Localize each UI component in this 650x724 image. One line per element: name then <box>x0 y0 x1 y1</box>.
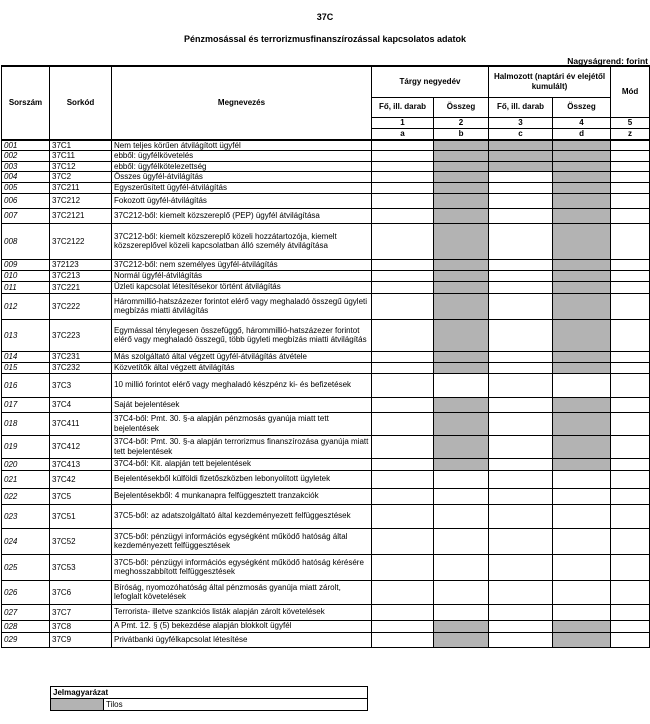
header-num-2: 2 <box>434 117 489 128</box>
header-fo-1: Fő, ill. darab <box>372 97 434 117</box>
cell-z <box>611 504 650 528</box>
row-name: Saját bejelentések <box>112 397 372 412</box>
cell-d-forbidden <box>553 458 611 470</box>
cell-c <box>489 293 553 319</box>
row-code: 37C11 <box>50 151 112 162</box>
cell-z <box>611 351 650 362</box>
cell-c <box>489 270 553 281</box>
cell-a <box>372 580 434 604</box>
cell-a <box>372 470 434 488</box>
cell-b-forbidden <box>434 620 489 632</box>
cell-z <box>611 362 650 373</box>
cell-a <box>372 193 434 208</box>
table-row <box>2 580 650 604</box>
cell-b-forbidden <box>434 193 489 208</box>
row-code: 37C232 <box>50 362 112 373</box>
cell-c <box>489 319 553 351</box>
row-name: 37C5-ből: pénzügyi információs egységként működő hatóság által kezdeményezett felfüggesztések <box>112 528 372 554</box>
row-code: 37C2121 <box>50 208 112 223</box>
cell-a <box>372 281 434 293</box>
row-name: Hárommillió-hatszázezer forintot elérő vagy meghaladó összegű ügyleti megbízás miatti átvilágítás <box>112 293 372 319</box>
legend-item-label: Tilos <box>104 699 368 711</box>
cell-d <box>553 528 611 554</box>
cell-z <box>611 172 650 183</box>
cell-c <box>489 362 553 373</box>
cell-b-forbidden <box>434 632 489 647</box>
cell-z <box>611 223 650 259</box>
cell-c <box>489 504 553 528</box>
row-name: Bíróság, nyomozóhatóság által pénzmosás gyanúja miatt zárolt, lefoglalt követelések <box>112 580 372 604</box>
cell-d <box>553 580 611 604</box>
header-num-3: 3 <box>489 117 553 128</box>
cell-d-forbidden <box>553 172 611 183</box>
row-name: Terrorista- illetve szankciós listák alapján zárolt követelések <box>112 604 372 620</box>
form-code: 37C <box>316 12 334 22</box>
cell-a <box>372 319 434 351</box>
cell-b-forbidden <box>434 223 489 259</box>
cell-a <box>372 504 434 528</box>
header-num-1: 1 <box>372 117 434 128</box>
row-name: 37C212-ből: nem személyes ügyfél-átvilágítás <box>112 259 372 270</box>
row-code: 37C411 <box>50 412 112 435</box>
header-num-4: 4 <box>553 117 611 128</box>
cell-d-forbidden <box>553 193 611 208</box>
cell-a <box>372 293 434 319</box>
cell-c-forbidden <box>489 151 553 162</box>
cell-c <box>489 351 553 362</box>
cell-a <box>372 362 434 373</box>
cell-b-forbidden <box>434 435 489 458</box>
cell-d-forbidden <box>553 140 611 151</box>
cell-z <box>611 632 650 647</box>
cell-c <box>489 435 553 458</box>
cell-b-forbidden <box>434 319 489 351</box>
cell-d-forbidden <box>553 151 611 162</box>
cell-z <box>611 270 650 281</box>
cell-c <box>489 620 553 632</box>
cell-d <box>553 470 611 488</box>
row-name: 37C4-ből: Kit. alapján tett bejelentések <box>112 458 372 470</box>
table-row <box>2 435 650 458</box>
cell-b <box>434 604 489 620</box>
table-row <box>2 193 650 208</box>
cell-z <box>611 319 650 351</box>
cell-b-forbidden <box>434 182 489 193</box>
cell-d-forbidden <box>553 397 611 412</box>
cell-d-forbidden <box>553 259 611 270</box>
cell-c <box>489 604 553 620</box>
cell-c <box>489 470 553 488</box>
cell-c <box>489 223 553 259</box>
row-code: 37C52 <box>50 528 112 554</box>
row-code: 372123 <box>50 259 112 270</box>
cell-d-forbidden <box>553 270 611 281</box>
cell-d-forbidden <box>553 435 611 458</box>
row-number: 002 <box>2 151 50 162</box>
cell-b <box>434 504 489 528</box>
cell-d <box>553 604 611 620</box>
cell-z <box>611 293 650 319</box>
row-number: 024 <box>2 528 50 554</box>
table-row <box>2 151 650 162</box>
row-number: 007 <box>2 208 50 223</box>
row-name: 37C4-ből: Pmt. 30. §-a alapján pénzmosás gyanúja miatt tett bejelentések <box>112 412 372 435</box>
cell-c <box>489 397 553 412</box>
cell-c <box>489 632 553 647</box>
cell-d-forbidden <box>553 319 611 351</box>
row-number: 004 <box>2 172 50 183</box>
cell-d-forbidden <box>553 632 611 647</box>
header-osszeg-1: Összeg <box>434 97 489 117</box>
table-row <box>2 373 650 397</box>
cell-c <box>489 281 553 293</box>
cell-b-forbidden <box>434 208 489 223</box>
row-number: 028 <box>2 620 50 632</box>
row-code: 37C213 <box>50 270 112 281</box>
row-name: ebből: ügyfélkövetelés <box>112 151 372 162</box>
cell-c <box>489 373 553 397</box>
cell-a <box>372 620 434 632</box>
cell-b-forbidden <box>434 172 489 183</box>
cell-d-forbidden <box>553 293 611 319</box>
row-number: 017 <box>2 397 50 412</box>
cell-d <box>553 504 611 528</box>
cell-c <box>489 259 553 270</box>
cell-z <box>611 373 650 397</box>
cell-c <box>489 580 553 604</box>
table-row <box>2 293 650 319</box>
cell-b-forbidden <box>434 161 489 172</box>
row-code: 37C1 <box>50 140 112 151</box>
row-code: 37C223 <box>50 319 112 351</box>
cell-b <box>434 554 489 580</box>
cell-b-forbidden <box>434 458 489 470</box>
row-name: Egymással ténylegesen összefüggő, hárommillió-hatszázezer forintot elérő vagy meghaladó összegű, több ügyleti megbízás miatti átvilágítás <box>112 319 372 351</box>
cell-b <box>434 470 489 488</box>
cell-c <box>489 208 553 223</box>
row-code: 37C53 <box>50 554 112 580</box>
cell-a <box>372 554 434 580</box>
row-number: 026 <box>2 580 50 604</box>
cell-a <box>372 172 434 183</box>
table-row <box>2 620 650 632</box>
cell-d <box>553 373 611 397</box>
row-code: 37C8 <box>50 620 112 632</box>
row-number: 029 <box>2 632 50 647</box>
row-code: 37C12 <box>50 161 112 172</box>
cell-b <box>434 528 489 554</box>
cell-z <box>611 161 650 172</box>
cell-c <box>489 488 553 504</box>
row-number: 018 <box>2 412 50 435</box>
cell-a <box>372 488 434 504</box>
cell-a <box>372 412 434 435</box>
row-number: 009 <box>2 259 50 270</box>
cell-a <box>372 223 434 259</box>
row-number: 011 <box>2 281 50 293</box>
cell-z <box>611 208 650 223</box>
cell-d-forbidden <box>553 281 611 293</box>
cell-d <box>553 488 611 504</box>
cell-c <box>489 412 553 435</box>
cell-b <box>434 488 489 504</box>
header-osszeg-2: Összeg <box>553 97 611 117</box>
row-code: 37C51 <box>50 504 112 528</box>
row-name: 37C5-ből: az adatszolgáltató által kezdeményezett felfüggesztések <box>112 504 372 528</box>
cell-z <box>611 435 650 458</box>
cell-a <box>372 208 434 223</box>
cell-z <box>611 528 650 554</box>
cell-z <box>611 281 650 293</box>
cell-a <box>372 351 434 362</box>
header-mod: Mód <box>611 66 650 117</box>
table-row <box>2 208 650 223</box>
cell-b <box>434 580 489 604</box>
row-code: 37C222 <box>50 293 112 319</box>
table-row <box>2 351 650 362</box>
header-letter-a: a <box>372 128 434 140</box>
table-row <box>2 319 650 351</box>
cell-z <box>611 182 650 193</box>
table-row <box>2 528 650 554</box>
row-number: 001 <box>2 140 50 151</box>
cell-b-forbidden <box>434 293 489 319</box>
row-name: 37C212-ből: kiemelt közszereplő (PEP) ügyfél átvilágítása <box>112 208 372 223</box>
row-name: Bejelentésekből külföldi fizetőszközben lebonyolított ügyletek <box>112 470 372 488</box>
cell-b-forbidden <box>434 397 489 412</box>
cell-a <box>372 259 434 270</box>
row-code: 37C221 <box>50 281 112 293</box>
row-code: 37C7 <box>50 604 112 620</box>
cell-a <box>372 373 434 397</box>
row-number: 023 <box>2 504 50 528</box>
cell-b-forbidden <box>434 151 489 162</box>
row-name: Bejelentésekből: 4 munkanapra felfüggesztett tranzakciók <box>112 488 372 504</box>
cell-a <box>372 458 434 470</box>
row-number: 015 <box>2 362 50 373</box>
cell-d-forbidden <box>553 620 611 632</box>
header-fo-2: Fő, ill. darab <box>489 97 553 117</box>
cell-c <box>489 182 553 193</box>
legend-swatch <box>51 699 104 711</box>
cell-z <box>611 554 650 580</box>
table-row <box>2 632 650 647</box>
row-name: Üzleti kapcsolat létesítésekor történt átvilágítás <box>112 281 372 293</box>
row-code: 37C9 <box>50 632 112 647</box>
cell-b-forbidden <box>434 140 489 151</box>
cell-z <box>611 580 650 604</box>
header-sorszam: Sorszám <box>2 66 50 140</box>
row-name: 37C5-ből: pénzügyi információs egységként működő hatóság kérésére meghosszabbított felfüggesztések <box>112 554 372 580</box>
cell-a <box>372 435 434 458</box>
cell-z <box>611 397 650 412</box>
table-row <box>2 140 650 151</box>
table-row <box>2 281 650 293</box>
cell-a <box>372 397 434 412</box>
cell-b <box>434 373 489 397</box>
row-code: 37C211 <box>50 182 112 193</box>
table-row <box>2 458 650 470</box>
row-number: 014 <box>2 351 50 362</box>
cell-b-forbidden <box>434 351 489 362</box>
row-number: 020 <box>2 458 50 470</box>
table-row <box>2 161 650 172</box>
header-letter-b: b <box>434 128 489 140</box>
cell-b-forbidden <box>434 281 489 293</box>
cell-z <box>611 259 650 270</box>
cell-z <box>611 604 650 620</box>
cell-c <box>489 554 553 580</box>
row-number: 012 <box>2 293 50 319</box>
table-row <box>2 223 650 259</box>
row-code: 37C412 <box>50 435 112 458</box>
table-row <box>2 259 650 270</box>
cell-c <box>489 172 553 183</box>
row-code: 37C4 <box>50 397 112 412</box>
row-code: 37C231 <box>50 351 112 362</box>
row-code: 37C42 <box>50 470 112 488</box>
legend <box>50 686 368 711</box>
cell-z <box>611 458 650 470</box>
table-row <box>2 270 650 281</box>
cell-z <box>611 412 650 435</box>
row-number: 025 <box>2 554 50 580</box>
cell-d-forbidden <box>553 412 611 435</box>
table-row <box>2 488 650 504</box>
cell-a <box>372 632 434 647</box>
row-number: 016 <box>2 373 50 397</box>
table-row <box>2 412 650 435</box>
cell-z <box>611 470 650 488</box>
row-name: Más szolgáltató által végzett ügyfél-átvilágítás átvétele <box>112 351 372 362</box>
row-code: 37C212 <box>50 193 112 208</box>
row-name: 10 millió forintot elérő vagy meghaladó készpénz ki- és befizetések <box>112 373 372 397</box>
row-number: 021 <box>2 470 50 488</box>
row-name: Normál ügyfél-átvilágítás <box>112 270 372 281</box>
header-letter-c: c <box>489 128 553 140</box>
table-row <box>2 504 650 528</box>
row-name: Közvetítők által végzett átvilágítás <box>112 362 372 373</box>
cell-b-forbidden <box>434 270 489 281</box>
row-number: 022 <box>2 488 50 504</box>
row-number: 027 <box>2 604 50 620</box>
cell-a <box>372 604 434 620</box>
row-code: 37C2 <box>50 172 112 183</box>
cell-a <box>372 528 434 554</box>
table-row <box>2 604 650 620</box>
cell-a <box>372 182 434 193</box>
row-number: 006 <box>2 193 50 208</box>
cell-b-forbidden <box>434 412 489 435</box>
row-code: 37C6 <box>50 580 112 604</box>
cell-z <box>611 488 650 504</box>
cell-d-forbidden <box>553 208 611 223</box>
cell-c-forbidden <box>489 140 553 151</box>
cell-c <box>489 458 553 470</box>
row-number: 010 <box>2 270 50 281</box>
cell-b-forbidden <box>434 259 489 270</box>
row-number: 005 <box>2 182 50 193</box>
cell-d-forbidden <box>553 223 611 259</box>
row-code: 37C5 <box>50 488 112 504</box>
cell-c <box>489 528 553 554</box>
row-name: Privátbanki ügyfélkapcsolat létesítése <box>112 632 372 647</box>
row-name: Nem teljes körűen átvilágított ügyfél <box>112 140 372 151</box>
row-code: 37C413 <box>50 458 112 470</box>
row-number: 013 <box>2 319 50 351</box>
row-name: A Pmt. 12. § (5) bekezdése alapján blokkolt ügyfél <box>112 620 372 632</box>
row-name: Egyszerűsített ügyfél-átvilágítás <box>112 182 372 193</box>
row-number: 008 <box>2 223 50 259</box>
cell-z <box>611 620 650 632</box>
data-table <box>1 65 650 648</box>
cell-b-forbidden <box>434 362 489 373</box>
cell-z <box>611 151 650 162</box>
cell-a <box>372 161 434 172</box>
cell-d-forbidden <box>553 351 611 362</box>
cell-d-forbidden <box>553 362 611 373</box>
row-code: 37C2122 <box>50 223 112 259</box>
header-targy-negyedev: Tárgy negyedév <box>372 66 489 97</box>
table-row <box>2 397 650 412</box>
row-number: 019 <box>2 435 50 458</box>
header-letter-z: z <box>611 128 650 140</box>
row-code: 37C3 <box>50 373 112 397</box>
cell-d-forbidden <box>553 182 611 193</box>
header-num-5: 5 <box>611 117 650 128</box>
table-row <box>2 470 650 488</box>
cell-c-forbidden <box>489 161 553 172</box>
unit-label: Nagyságrend: forint <box>567 56 648 66</box>
cell-d-forbidden <box>553 161 611 172</box>
cell-d <box>553 554 611 580</box>
legend-title: Jelmagyarázat <box>51 687 368 699</box>
row-name: 37C4-ből: Pmt. 30. §-a alapján terrorizmus finanszírozása gyanúja miatt tett bejelentések <box>112 435 372 458</box>
row-name: ebből: ügyfélkötelezettség <box>112 161 372 172</box>
table-row <box>2 554 650 580</box>
cell-c <box>489 193 553 208</box>
cell-a <box>372 140 434 151</box>
table-row <box>2 362 650 373</box>
table-row <box>2 172 650 183</box>
row-name: 37C212-ből: kiemelt közszereplő közeli hozzátartozója, kiemelt közszereplővel közeli kapcsolatban álló személy átvilágítása <box>112 223 372 259</box>
cell-a <box>372 270 434 281</box>
form-title: Pénzmosással és terrorizmusfinanszírozással kapcsolatos adatok <box>183 34 467 44</box>
row-name: Fokozott ügyfél-átvilágítás <box>112 193 372 208</box>
row-number: 003 <box>2 161 50 172</box>
cell-z <box>611 193 650 208</box>
header-sorkod: Sorkód <box>50 66 112 140</box>
cell-a <box>372 151 434 162</box>
row-name: Összes ügyfél-átvilágítás <box>112 172 372 183</box>
cell-z <box>611 140 650 151</box>
header-megnevezes: Megnevezés <box>112 66 372 140</box>
table-row <box>2 182 650 193</box>
header-halmozott: Halmozott (naptári év elejétől kumulált) <box>489 66 611 97</box>
header-letter-d: d <box>553 128 611 140</box>
